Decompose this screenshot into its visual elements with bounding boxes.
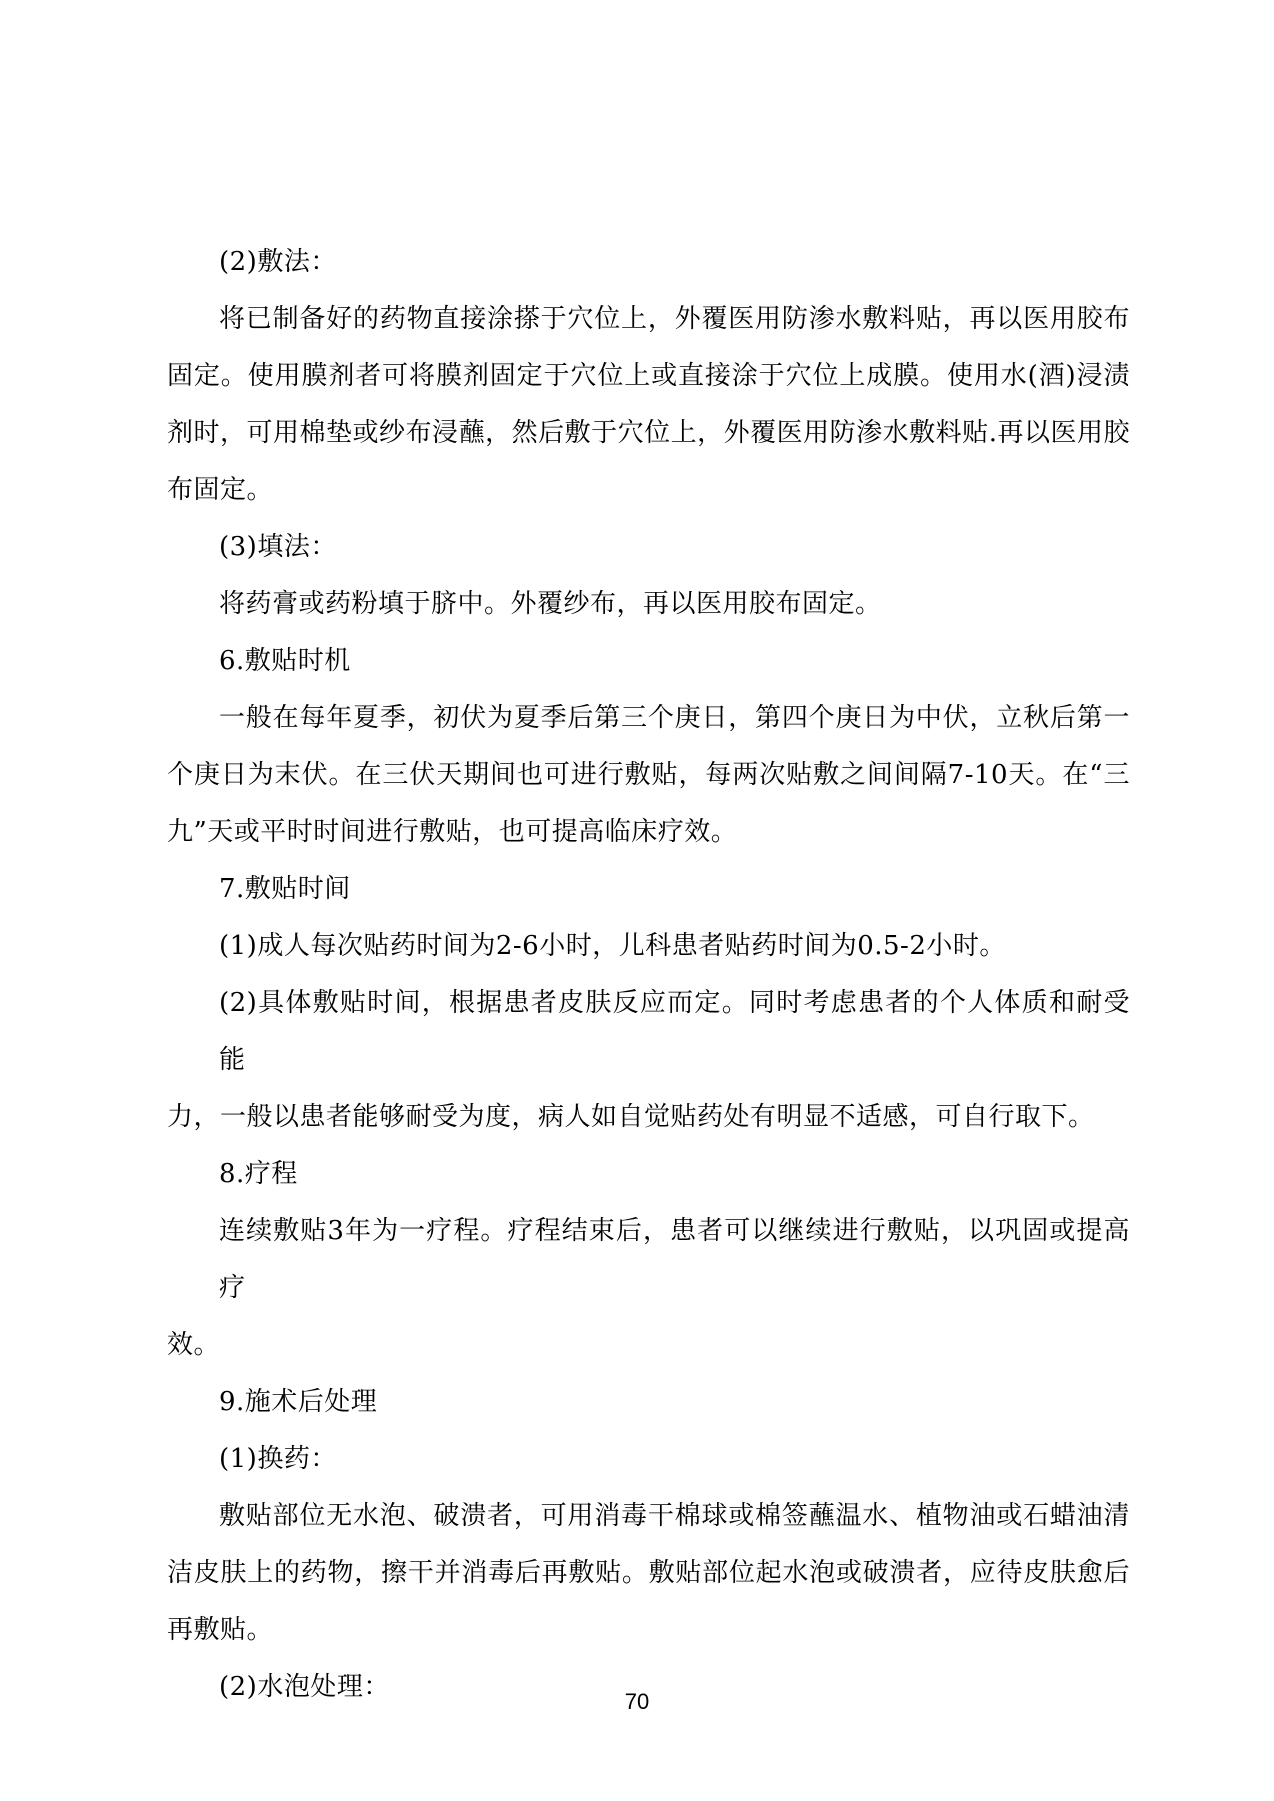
paragraph — [167, 1488, 1130, 1659]
paragraph — [167, 234, 1130, 291]
text-line: 9.施术后处理 — [219, 1387, 378, 1417]
text-line: (1)换药： — [219, 1444, 337, 1474]
text-line: 7.敷贴时间 — [219, 874, 351, 904]
text-line: (2)敷法： — [219, 247, 337, 277]
text-line: 力，一般以患者能够耐受为度，病人如自觉贴药处有明显不适感，可自行取下。 — [167, 1102, 1095, 1132]
text-line: 布固定。 — [167, 475, 274, 505]
text-line: 效。 — [167, 1330, 221, 1360]
text-line: 剂时，可用棉垫或纱布浸蘸，然后敷于穴位上，外覆医用防渗水敷料贴.再以医用胶 — [167, 418, 1130, 448]
text-line: 个庚日为末伏。在三伏天期间也可进行敷贴，每两次贴敷之间间隔7-10天。在“三 — [167, 760, 1130, 790]
paragraph — [167, 1431, 1130, 1488]
text-line: 连续敷贴3年为一疗程。疗程结束后，患者可以继续进行敷贴，以巩固或提高疗 — [219, 1216, 1130, 1303]
paragraph — [167, 690, 1130, 861]
text-line: 将药膏或药粉填于脐中。外覆纱布，再以医用胶布固定。 — [219, 589, 882, 619]
text-line: (2)具体敷贴时间，根据患者皮肤反应而定。同时考虑患者的个人体质和耐受能 — [219, 988, 1130, 1075]
text-line: 8.疗程 — [219, 1159, 298, 1189]
paragraph — [167, 1203, 1130, 1374]
text-line: 九”天或平时时间进行敷贴，也可提高临床疗效。 — [167, 817, 738, 847]
paragraph — [167, 291, 1130, 519]
text-line: (2)水泡处理： — [219, 1672, 390, 1702]
paragraph — [167, 576, 1130, 633]
text-line: 6.敷贴时机 — [219, 646, 351, 676]
paragraph — [167, 918, 1130, 975]
paragraph — [167, 1146, 1130, 1203]
text-line: 固定。使用膜剂者可将膜剂固定于穴位上或直接涂于穴位上成膜。使用水(酒)浸渍 — [167, 361, 1130, 391]
page-number: 70 — [624, 1689, 650, 1714]
text-line: 敷贴部位无水泡、破溃者，可用消毒干棉球或棉签蘸温水、植物油或石蜡油清 — [219, 1501, 1130, 1531]
text-line: 将已制备好的药物直接涂搽于穴位上，外覆医用防渗水敷料贴，再以医用胶布 — [219, 304, 1130, 334]
paragraph — [167, 519, 1130, 576]
paragraph — [167, 633, 1130, 690]
text-line: 洁皮肤上的药物，擦干并消毒后再敷贴。敷贴部位起水泡或破溃者，应待皮肤愈后 — [167, 1558, 1130, 1588]
text-line: 再敷贴。 — [167, 1615, 274, 1645]
paragraph — [167, 861, 1130, 918]
paragraph — [167, 975, 1130, 1146]
text-line: (3)填法： — [219, 532, 337, 562]
paragraph — [167, 1374, 1130, 1431]
text-line: (1)成人每次贴药时间为2-6小时，儿科患者贴药时间为0.5-2小时。 — [219, 931, 1006, 961]
document-body — [167, 234, 1130, 1716]
text-line: 一般在每年夏季，初伏为夏季后第三个庚日，第四个庚日为中伏，立秋后第一 — [219, 703, 1130, 733]
